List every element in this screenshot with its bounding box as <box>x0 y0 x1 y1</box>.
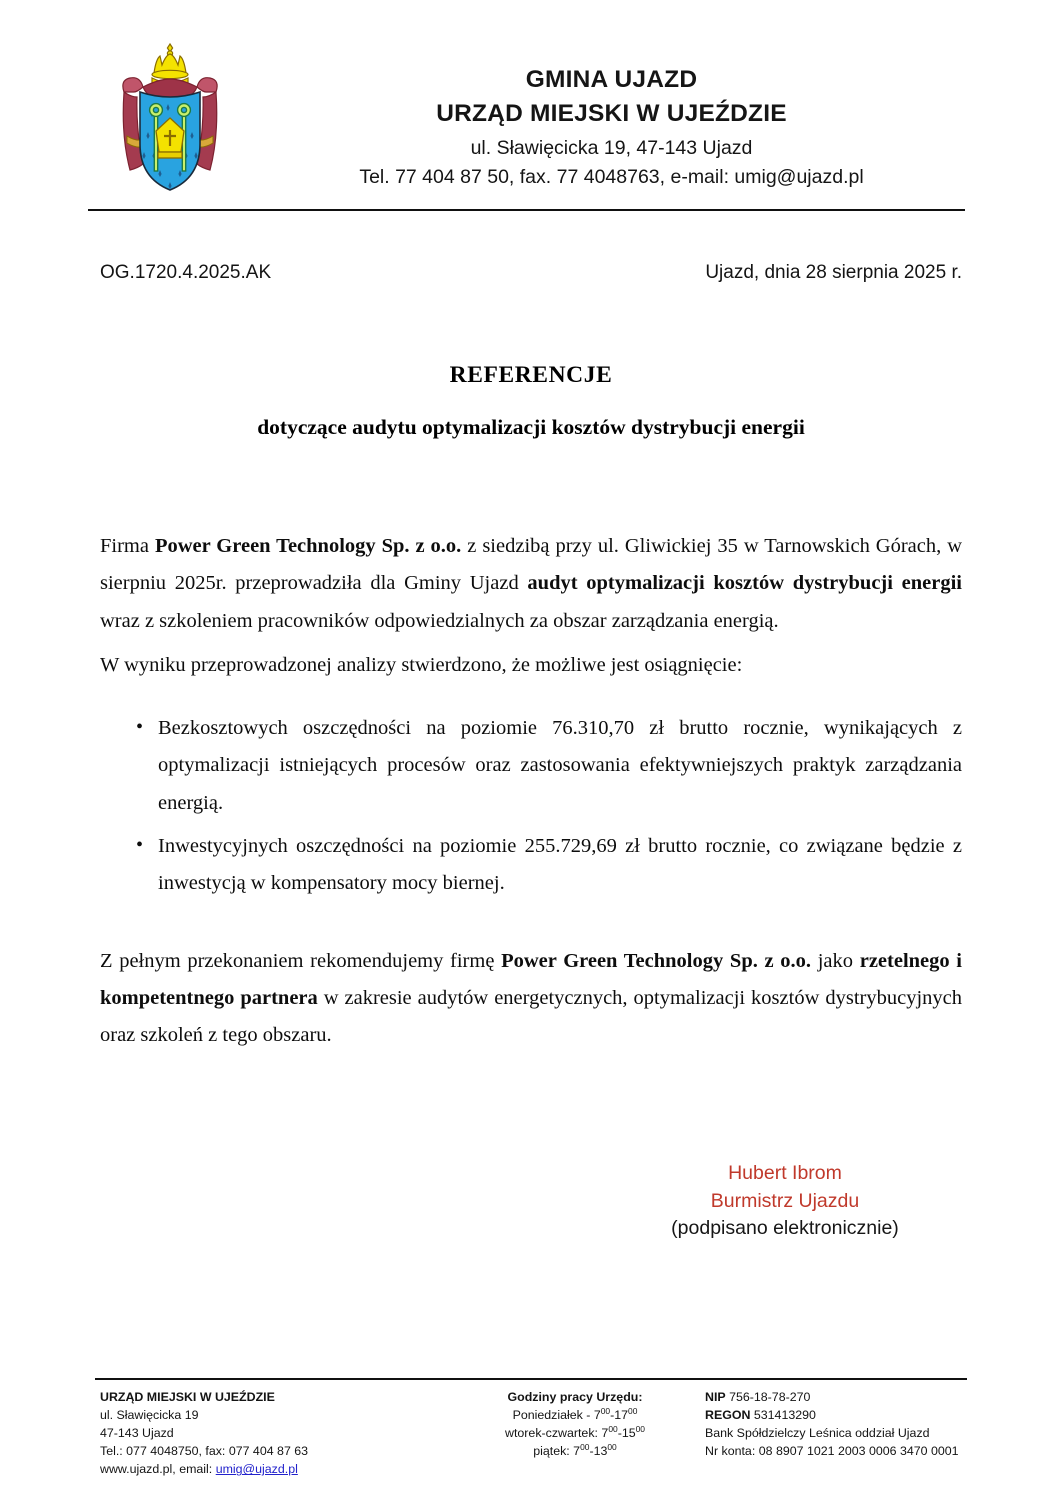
reference-date-row <box>100 262 962 284</box>
office-hours-friday <box>450 1442 700 1460</box>
footer-street: ul. Sławięcicka 19 <box>100 1408 199 1423</box>
nip-label: NIP <box>705 1390 726 1404</box>
office-hours-tue-thu <box>450 1424 700 1442</box>
footer-city: 47-143 Ujazd <box>100 1426 174 1441</box>
hours-mon-sup1: 00 <box>600 1405 611 1416</box>
intro-text-3: wraz z szkoleniem pracowników odpowiedzialnych za obszar zarządzania energią. <box>100 609 779 632</box>
document-title: REFERENCJE <box>449 362 613 388</box>
hours-fri-label: piątek: 7 <box>533 1444 581 1459</box>
footer-email-link[interactable]: umig@ujazd.pl <box>215 1462 298 1477</box>
paragraph-findings-lead: W wyniku przeprowadzonej analizy stwierdzono, że możliwe jest osiągnięcie: <box>100 653 743 676</box>
company-name-1: Power Green Technology Sp. z o.o. <box>154 535 462 557</box>
office-hours-monday <box>450 1406 700 1424</box>
hours-fri-sup1: 00 <box>580 1442 590 1453</box>
document-footer <box>95 1388 975 1488</box>
hours-tue-label: wtorek-czwartek: 7 <box>505 1426 609 1441</box>
hours-fri-mid: -13 <box>589 1444 608 1459</box>
paragraph-recommendation <box>100 943 962 1055</box>
closing-text-1: Z pełnym przekonaniem rekomendujemy firmę <box>100 949 502 972</box>
header-text-block <box>258 64 965 191</box>
footer-bank-name: Bank Spółdzielczy Leśnica oddział Ujazd <box>705 1426 930 1441</box>
footer-website: www.ujazd.pl, email: <box>100 1462 216 1477</box>
regon-label: REGON <box>705 1408 751 1423</box>
place-and-date: Ujazd, dnia 28 sierpnia 2025 r. <box>705 262 962 283</box>
footer-divider <box>95 1378 967 1380</box>
hours-tue-sup2: 00 <box>635 1424 645 1435</box>
intro-text-1: Firma <box>100 535 155 557</box>
hours-mon-sup2: 00 <box>628 1405 638 1416</box>
hours-mon-mid: -17 <box>610 1408 629 1423</box>
footer-web-line <box>100 1460 430 1478</box>
intro-text-2: z siedzibą przy ul. Gliwickiej 35 w Tarnowskich Górach, w sierpniu 2025r. przeprowadziła dla Gminy Ujazd <box>100 535 962 595</box>
signature-block <box>620 1160 950 1243</box>
footer-contact-column <box>100 1388 430 1479</box>
document-header <box>88 38 965 206</box>
footer-phone: Tel.: 077 4048750, fax: 077 404 87 63 <box>100 1444 309 1459</box>
footer-account-number: Nr konta: 08 8907 1021 2003 0006 3470 0001 <box>705 1444 959 1459</box>
footer-identifiers-column <box>705 1388 995 1460</box>
audit-scope: audyt optymalizacji kosztów dystrybucji energii <box>527 572 962 595</box>
signatory-role: Burmistrz Ujazdu <box>710 1189 860 1212</box>
reference-number: OG.1720.4.2025.AK <box>100 262 272 283</box>
closing-text-2: jako <box>811 949 860 972</box>
regon-value: 531413290 <box>750 1408 816 1423</box>
header-address: ul. Sławięcicka 19, 47-143 Ujazd <box>470 136 753 159</box>
list-item: • Inwestycyjnych oszczędności na poziomie 255.729,69 zł brutto rocznie, co związane będzie z inwestycją w kompensatory mocy biernej. <box>100 828 962 903</box>
signatory-name: Hubert Ibrom <box>728 1162 842 1184</box>
hours-fri-sup2: 00 <box>607 1442 617 1453</box>
coat-of-arms-icon <box>100 40 240 208</box>
footer-org-name: URZĄD MIEJSKI W UJEŹDZIE <box>100 1390 275 1404</box>
document-body <box>100 528 962 1055</box>
nip-value: 756-18-78-270 <box>725 1390 811 1404</box>
list-item: • Bezkosztowych oszczędności na poziomie 76.310,70 zł brutto rocznie, wynikających z optymalizacji istniejących procesów oraz zastosowania efektywniejszych praktyk zarządzania energią. <box>100 710 962 822</box>
document-subtitle: dotyczące audytu optymalizacji kosztów dystrybucji energii <box>257 415 805 439</box>
footer-hours-column <box>450 1388 700 1460</box>
footer-regon-line <box>705 1406 995 1424</box>
closing-text-3: w zakresie audytów energetycznych, optymalizacji kosztów dystrybucyjnych oraz szkoleń z tego obszaru. <box>100 986 962 1047</box>
header-municipality: GMINA UJAZD <box>525 66 698 93</box>
paragraph-intro <box>100 528 962 640</box>
savings-list <box>100 710 962 902</box>
electronic-signature-note: (podpisano elektronicznie) <box>671 1217 899 1240</box>
partner-qualifier: rzetelnego i kompetentnego partnera <box>100 949 963 1009</box>
footer-nip-line <box>705 1388 995 1406</box>
header-office: URZĄD MIEJSKI W UJEŹDZIE <box>436 100 787 128</box>
hours-tue-sup1: 00 <box>608 1424 618 1435</box>
hours-mon-label: Poniedziałek - 7 <box>512 1408 601 1423</box>
office-hours-title: Godziny pracy Urzędu: <box>507 1390 643 1404</box>
company-name-2: Power Green Technology Sp. z o.o. <box>501 949 812 972</box>
header-contact: Tel. 77 404 87 50, fax. 77 4048763, e-mail: umig@ujazd.pl <box>359 166 864 189</box>
header-divider <box>88 209 965 211</box>
hours-tue-mid: -15 <box>617 1426 636 1441</box>
